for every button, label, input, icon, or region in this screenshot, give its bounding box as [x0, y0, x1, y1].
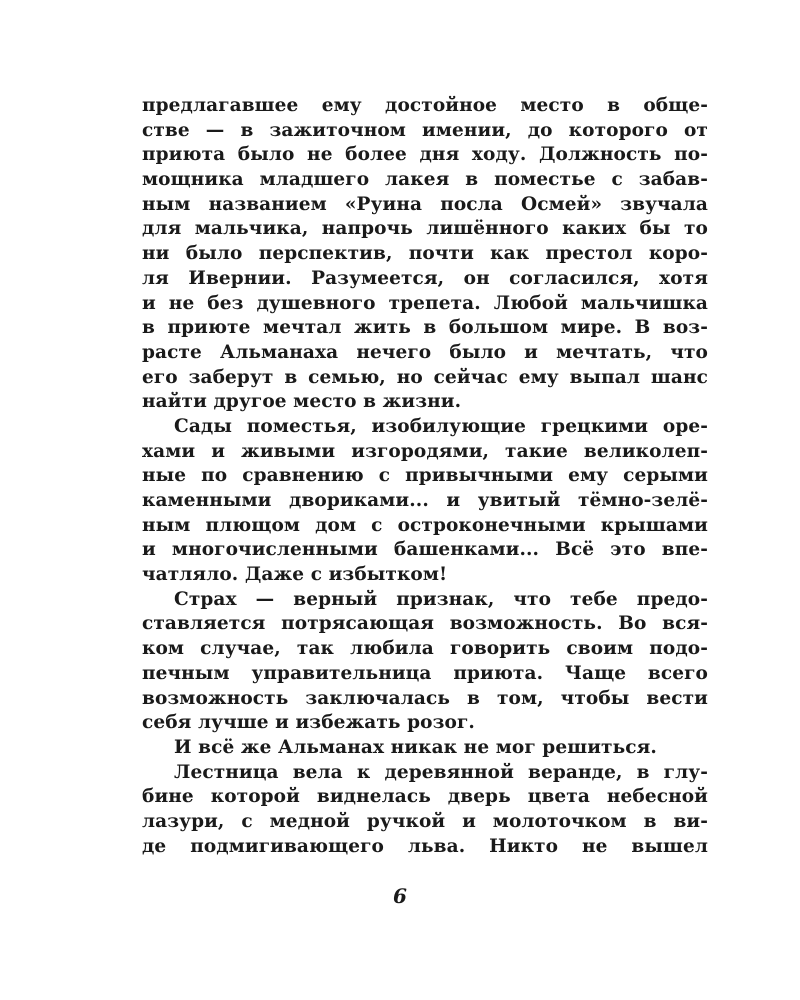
text-line: ля Ивернии. Разумеется, он согласился, хотя — [142, 267, 708, 289]
text-line: и многочисленными башенками... Всё это впе- — [142, 539, 708, 561]
text-line: ни было перспектив, почти как престол коро- — [142, 243, 708, 265]
text-line: Страх — верный признак, что тебе предо- — [174, 588, 708, 610]
text-line: себя лучше и избежать розог. — [142, 712, 475, 734]
text-line: печным управительница приюта. Чаще всего — [142, 662, 708, 684]
text-line: ставляется потрясающая возможность. Во вся- — [142, 613, 708, 635]
page-body-text — [142, 94, 708, 859]
text-line: Лестница вела к деревянной веранде, в глу- — [174, 761, 708, 783]
text-line: де подмигивающего льва. Никто не вышел — [142, 835, 708, 857]
text-line: мощника младшего лакея в поместье с забав- — [142, 169, 708, 191]
paragraph — [142, 94, 708, 415]
text-line: хами и живыми изгородями, такие великолеп- — [142, 440, 708, 462]
text-line: лазури, с медной ручкой и молоточком в ви- — [142, 810, 708, 832]
text-line: каменными двориками... и увитый тёмно-зелё- — [142, 490, 708, 511]
text-line: ные по сравнению с привычными ему серыми — [142, 465, 708, 487]
paragraph — [142, 588, 708, 736]
text-line: ным плющом дом с остроконечными крышами — [142, 514, 708, 536]
text-line: ком случае, так любила говорить своим подо- — [142, 638, 708, 660]
text-line: расте Альманаха нечего было и мечтать, что — [142, 341, 708, 363]
text-line: для мальчика, напрочь лишённого каких бы то — [142, 218, 708, 240]
page-number: 6 — [393, 884, 407, 908]
text-line: найти другое место в жизни. — [142, 391, 462, 413]
paragraph — [142, 761, 708, 860]
text-line: и не без душевного трепета. Любой мальчишка — [142, 292, 708, 314]
text-line: Сады поместья, изобилующие грецкими оре- — [174, 415, 708, 437]
paragraph — [142, 736, 708, 761]
text-line: предлагавшее ему достойное место в обще- — [142, 95, 708, 116]
text-line: бине которой виднелась дверь цвета небесной — [142, 786, 708, 808]
text-line: И всё же Альманах никак не мог решиться. — [174, 736, 657, 758]
text-line: стве — в зажиточном имении, до которого от — [142, 119, 708, 141]
text-line: в приюте мечтал жить в большом мире. В воз- — [142, 317, 708, 339]
text-line: приюта было не более дня ходу. Должность по- — [142, 144, 708, 166]
text-line: возможность заключалась в том, чтобы вести — [142, 687, 708, 709]
text-line: его заберут в семью, но сейчас ему выпал шанс — [142, 366, 708, 388]
text-line: ным названием «Руина посла Осмей» звучала — [142, 193, 708, 215]
text-line: чатляло. Даже с избытком! — [142, 564, 448, 586]
paragraph — [142, 415, 708, 588]
